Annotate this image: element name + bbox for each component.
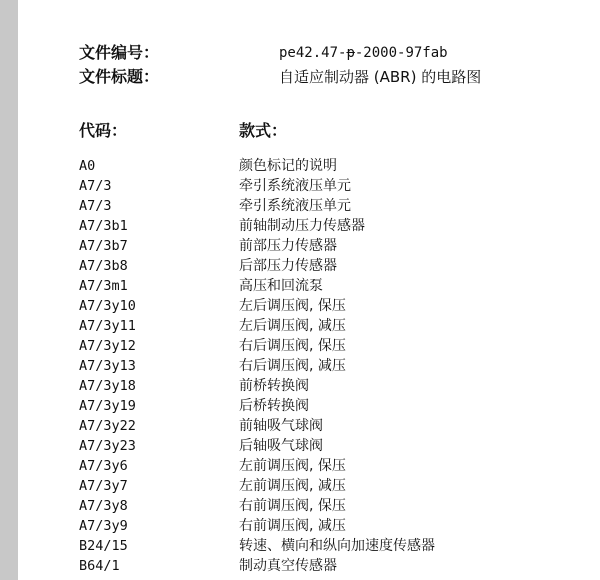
component-name: 左前调压阀, 减压: [239, 478, 346, 494]
doc-number-value: [279, 42, 448, 64]
list-item: [79, 396, 499, 416]
component-code: A7/3y10: [79, 298, 136, 314]
component-name: 右后调压阀, 保压: [239, 338, 346, 354]
doc-number-part-struck: p: [346, 45, 355, 61]
component-name: 牵引系统液压单元: [239, 198, 351, 214]
list-item: [79, 256, 499, 276]
list-item: [79, 356, 499, 376]
component-name: 高压和回流泵: [239, 278, 323, 294]
component-name: 右前调压阀, 保压: [239, 498, 346, 514]
component-name: 颜色标记的说明: [239, 158, 337, 174]
list-item: [79, 236, 499, 256]
component-code: A7/3y6: [79, 458, 128, 474]
component-code: A7/3y8: [79, 498, 128, 514]
component-code: A0: [79, 158, 96, 174]
list-item: [79, 276, 499, 296]
column-header-code: 代码：: [79, 121, 128, 140]
component-name: 前桥转换阀: [239, 378, 309, 394]
component-name: 右前调压阀, 减压: [239, 518, 346, 534]
component-code: A7/3y7: [79, 478, 128, 494]
component-name: 前部压力传感器: [239, 238, 337, 254]
component-code: A7/3m1: [79, 278, 128, 294]
component-name: 制动真空传感器: [239, 558, 337, 574]
list-item: [79, 516, 499, 536]
list-item: [79, 456, 499, 476]
component-name: 后桥转换阀: [239, 398, 309, 414]
list-item: [79, 156, 499, 176]
page-margin-bar: [0, 0, 18, 580]
component-name: 前轴制动压力传感器: [239, 218, 365, 234]
doc-number-label: 文件编号：: [79, 43, 160, 62]
doc-title-label: 文件标题：: [79, 67, 160, 86]
doc-number-part: pe42.47-: [279, 45, 347, 61]
component-code: B24/15: [79, 538, 128, 554]
list-item: [79, 496, 499, 516]
list-item: [79, 216, 499, 236]
component-code: A7/3: [79, 178, 112, 194]
component-code: A7/3y13: [79, 358, 136, 374]
component-code: A7/3b7: [79, 238, 128, 254]
list-item: [79, 416, 499, 436]
document-page: [79, 0, 589, 580]
component-code: A7/3: [79, 198, 112, 214]
component-name: 前轴吸气球阀: [239, 418, 323, 434]
component-name: 左后调压阀, 保压: [239, 298, 346, 314]
list-item: [79, 436, 499, 456]
list-item: [79, 316, 499, 336]
component-code: A7/3b1: [79, 218, 128, 234]
component-code: A7/3y11: [79, 318, 136, 334]
component-name: 右后调压阀, 减压: [239, 358, 346, 374]
component-name: 后部压力传感器: [239, 258, 337, 274]
component-name: 转速、横向和纵向加速度传感器: [239, 538, 435, 554]
component-code: B64/1: [79, 558, 120, 574]
component-name: 左前调压阀, 保压: [239, 458, 346, 474]
component-code: A7/3b8: [79, 258, 128, 274]
list-item: [79, 176, 499, 196]
column-header-style: 款式：: [239, 121, 288, 140]
list-item: [79, 376, 499, 396]
component-code: A7/3y19: [79, 398, 136, 414]
component-code: A7/3y22: [79, 418, 136, 434]
doc-number-part: -2000-97fab: [354, 45, 448, 61]
component-name: 后轴吸气球阀: [239, 438, 323, 454]
doc-title-value: 自适应制动器 (ABR) 的电路图: [279, 68, 482, 86]
list-item: [79, 336, 499, 356]
list-item: [79, 556, 499, 576]
list-item: [79, 296, 499, 316]
component-name: 左后调压阀, 减压: [239, 318, 346, 334]
component-code: A7/3y12: [79, 338, 136, 354]
component-list: [79, 156, 499, 576]
component-code: A7/3y23: [79, 438, 136, 454]
component-code: A7/3y18: [79, 378, 136, 394]
list-item: [79, 476, 499, 496]
list-item: [79, 196, 499, 216]
list-item: [79, 536, 499, 556]
component-name: 牵引系统液压单元: [239, 178, 351, 194]
component-code: A7/3y9: [79, 518, 128, 534]
